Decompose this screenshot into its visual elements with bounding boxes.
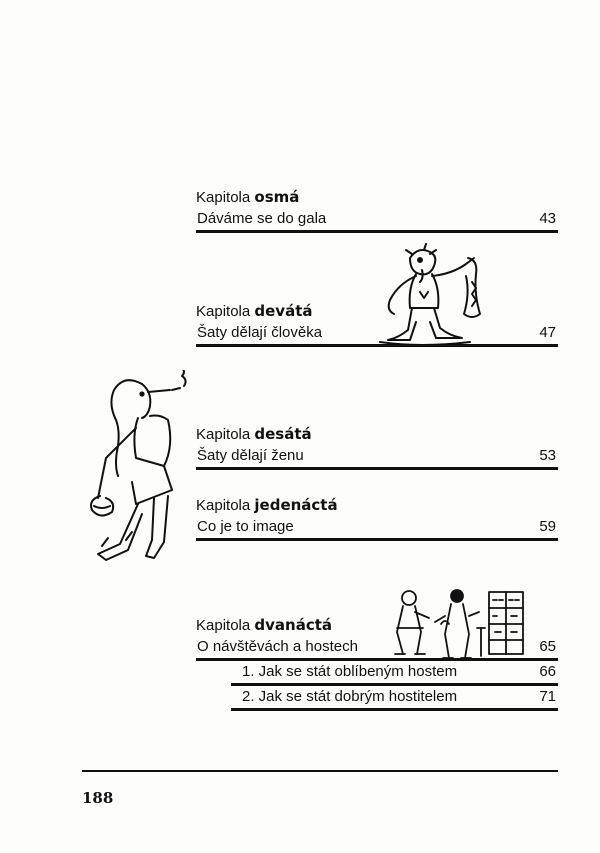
toc-entry-page: 47	[539, 324, 556, 341]
toc-entry-page: 43	[539, 210, 556, 227]
page-number: 188	[82, 789, 114, 807]
chapter-word: Kapitola	[196, 303, 251, 320]
toc-entry-title: Šaty dělají ženu	[197, 447, 304, 464]
chapter-heading	[196, 494, 558, 516]
chapter-10	[196, 423, 558, 470]
chapter-word: Kapitola	[196, 497, 251, 514]
toc-entry-page: 65	[539, 638, 556, 655]
toc-subentry-title: 2. Jak se stát dobrým hostitelem	[242, 688, 458, 705]
toc-entry-title: O návštěvách a hostech	[197, 638, 358, 655]
chapter-ordinal: desátá	[254, 425, 312, 443]
cartoon-woman-illustration	[80, 370, 192, 575]
toc-subentry[interactable]	[231, 686, 558, 711]
chapter-heading	[196, 186, 558, 208]
chapter-word: Kapitola	[196, 189, 251, 206]
chapter-word: Kapitola	[196, 617, 251, 634]
chapter-ordinal: jedenáctá	[254, 496, 338, 514]
cartoon-man-illustration	[372, 242, 494, 350]
chapter-11	[196, 494, 558, 541]
toc-entry-page: 59	[539, 518, 556, 535]
cartoon-guests-illustration	[385, 588, 527, 664]
toc-entry[interactable]	[196, 445, 558, 470]
chapter-8	[196, 186, 558, 233]
toc-subentry-page: 66	[539, 663, 556, 680]
toc-subentry[interactable]	[231, 661, 558, 686]
chapter-heading	[196, 423, 558, 445]
toc-entry[interactable]	[196, 516, 558, 541]
toc-entry-title: Šaty dělají člověka	[197, 324, 323, 341]
toc-entry[interactable]	[196, 208, 558, 233]
chapter-word: Kapitola	[196, 426, 251, 443]
toc-entry-title: Dáváme se do gala	[197, 210, 327, 227]
toc-subentry-page: 71	[539, 688, 556, 705]
chapter-ordinal: osmá	[254, 188, 300, 206]
chapter-ordinal: dvanáctá	[254, 616, 333, 634]
footer-rule	[82, 770, 558, 772]
toc-entry-page: 53	[539, 447, 556, 464]
toc-subentry-title: 1. Jak se stát oblíbeným hostem	[242, 663, 458, 680]
chapter-ordinal: devátá	[254, 302, 313, 320]
toc-entry-title: Co je to image	[197, 518, 294, 535]
